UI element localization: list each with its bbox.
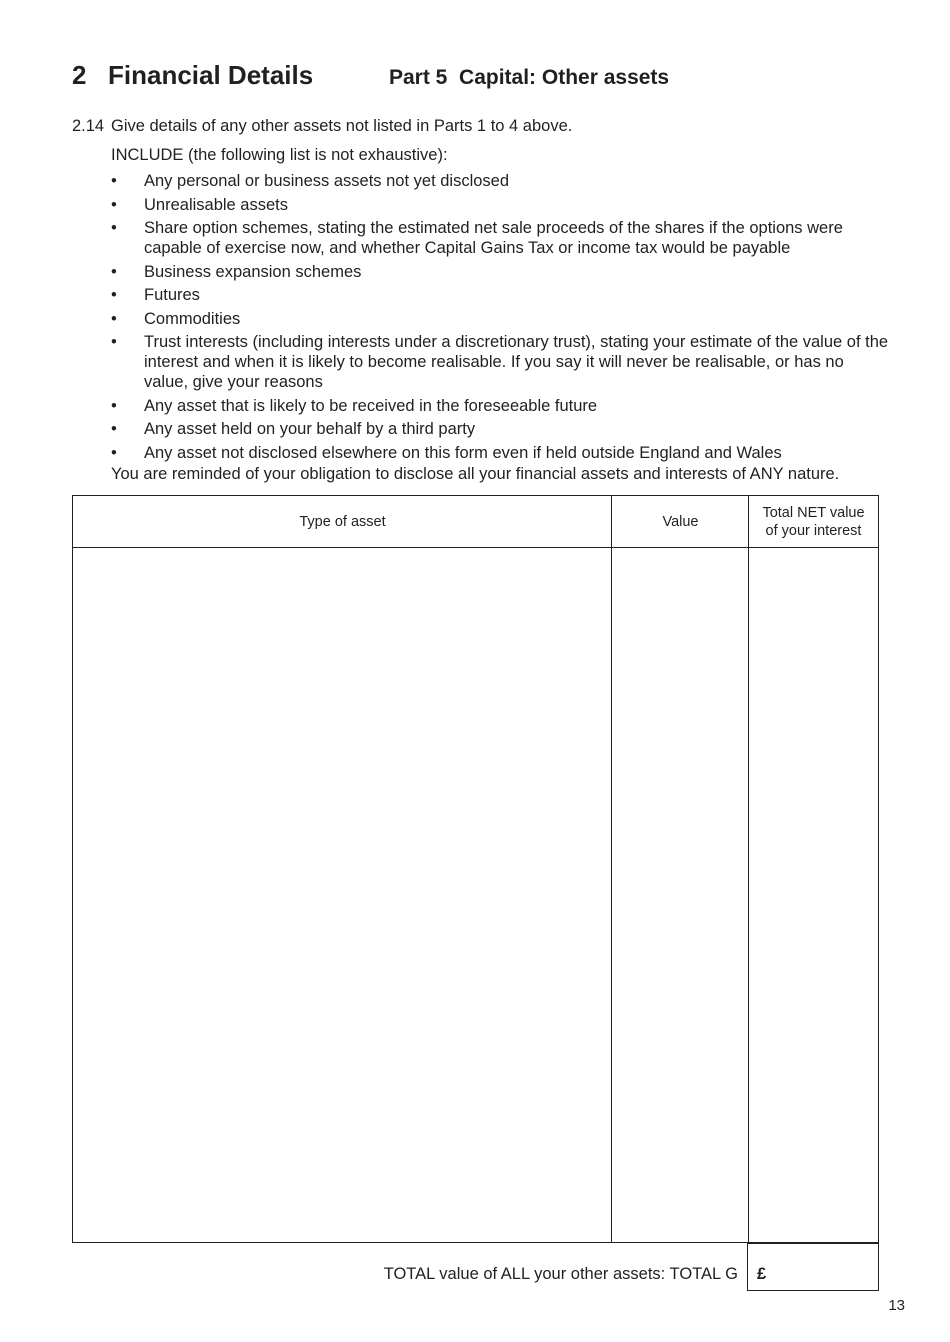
list-item: • Any asset held on your behalf by a third party [111,420,476,438]
list-item: • Share option schemes, stating the estimated net sale proceeds of the shares if the options were capable of exercise now, and whether Capital Gains Tax or income tax would be payable [111,219,843,257]
list-item: • Commodities [111,309,241,328]
section-number: 2 [72,60,87,90]
question-text: Give details of any other assets not listed in Parts 1 to 4 above. [111,117,573,135]
bullet-icon: • [111,420,117,438]
question [72,117,572,136]
include-list [111,171,891,466]
bullet-icon: • [111,262,117,281]
column-header-value: Value [662,513,699,530]
table-header-row [73,496,878,548]
disclosure-reminder: You are reminded of your obligation to disclose all your financial assets and interests of ANY nature. [111,465,840,483]
bullet-icon: • [111,333,117,351]
bullet-icon: • [111,443,117,462]
section-title-text: Financial Details [108,60,314,90]
total-g-field[interactable] [747,1242,879,1291]
page-number: 13 [888,1297,905,1314]
part-title: Part 5 Capital: Other assets [389,66,670,89]
net-value-entry-area[interactable] [749,548,878,1242]
type-of-asset-entry-area[interactable] [73,548,611,1242]
bullet-icon: • [111,309,117,328]
bullet-icon: • [111,396,117,415]
bullet-icon: • [111,172,117,190]
column-header-type-of-asset: Type of asset [299,513,386,530]
list-item: • Any asset that is likely to be received in the foreseeable future [111,396,598,415]
column-header-net-value: Total NET value of your interest [762,504,865,539]
bullet-icon: • [111,219,117,237]
total-g-label: TOTAL value of ALL your other assets: TOTAL G [383,1265,738,1283]
list-item: • Business expansion schemes [111,262,362,281]
value-entry-area[interactable] [612,548,748,1242]
question-number: 2.14 [72,117,105,135]
list-item: • Any personal or business assets not yet disclosed [111,172,510,190]
other-assets-table [72,495,879,1243]
include-label: INCLUDE (the following list is not exhaustive): [111,146,448,164]
pound-sign: £ [757,1265,767,1283]
bullet-icon: • [111,195,117,214]
list-item: • Unrealisable assets [111,195,288,214]
list-item: • Futures [111,286,200,304]
list-item: • Trust interests (including interests under a discretionary trust), stating your estimate of the value of the interest and when it is likely to become realisable. If you say it will never be realisable, or has no value, give your reasons [111,333,889,391]
section-title [72,60,313,91]
bullet-icon: • [111,286,117,304]
list-item: • Any asset not disclosed elsewhere on this form even if held outside England and Wales [111,443,782,462]
